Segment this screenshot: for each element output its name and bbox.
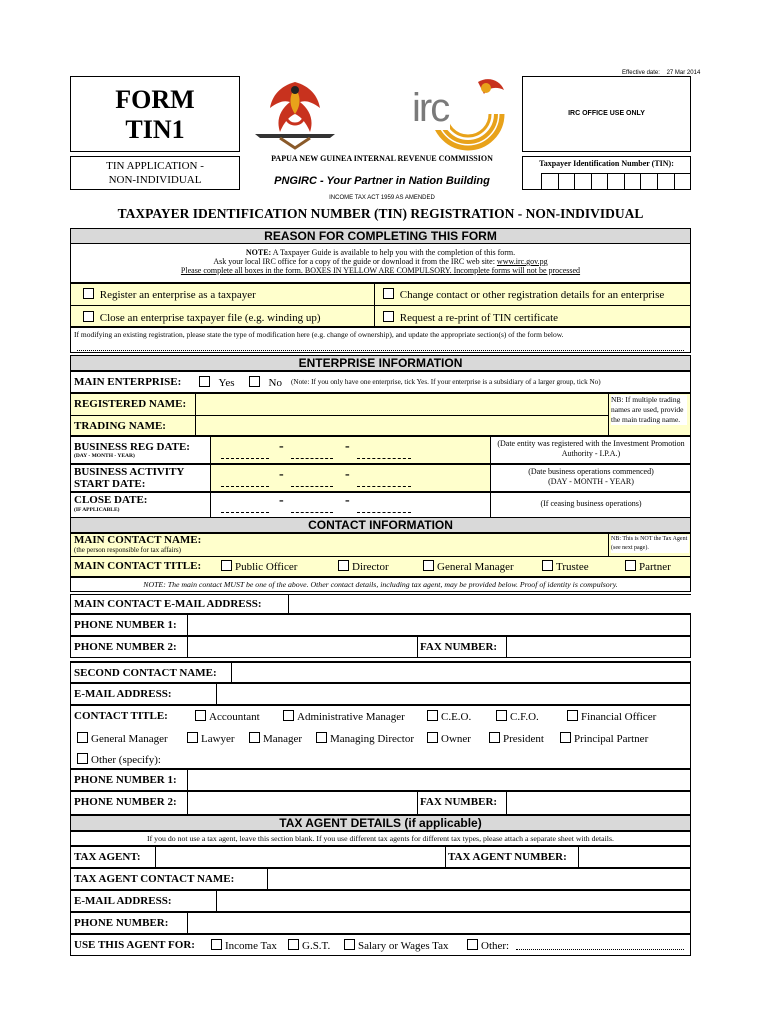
main-email-row: [70, 594, 691, 614]
trustee-checkbox[interactable]: [542, 560, 553, 571]
reason-header: REASON FOR COMPLETING THIS FORM: [70, 228, 691, 244]
close-date-sub: (IF APPLICABLE): [74, 507, 120, 513]
close-date-row: [70, 492, 691, 518]
fax2-label: FAX NUMBER:: [420, 796, 498, 808]
form-title-line2: TIN1: [125, 115, 185, 144]
main-email-label: MAIN CONTACT E-MAIL ADDRESS:: [74, 598, 262, 610]
trading-name-label: TRADING NAME:: [74, 420, 166, 432]
phone2-row: [70, 636, 691, 658]
title2-admin-manager[interactable]: Administrative Manager: [283, 710, 405, 723]
accountant-checkbox[interactable]: [195, 710, 206, 721]
enterprise-header: ENTERPRISE INFORMATION: [70, 355, 691, 371]
main-enterprise-note: (Note: If you only have one enterprise, tick Yes. If your enterprise is a subsidiary of a larger group, tick No): [291, 378, 601, 386]
main-title: TAXPAYER IDENTIFICATION NUMBER (TIN) REGISTRATION - NON-INDIVIDUAL: [117, 206, 644, 221]
main-contact-block: [70, 533, 691, 577]
png-emblem-icon: [250, 74, 340, 154]
lawyer-checkbox[interactable]: [187, 732, 198, 743]
main-contact-name-sub: (the person responsible for tax affairs): [74, 546, 181, 554]
reg-date-sub: (DAY - MONTH - YEAR): [74, 453, 135, 459]
org-name: PAPUA NEW GUINEA INTERNAL REVENUE COMMISSION: [271, 154, 493, 163]
act-reference: INCOME TAX ACT 1959 AS AMENDED: [329, 195, 435, 201]
registered-name-label: REGISTERED NAME:: [74, 398, 187, 410]
reason-change-option[interactable]: Change contact or other registration details for an enterprise: [383, 288, 664, 301]
reg-date-input[interactable]: - -: [211, 437, 490, 463]
agent-email-input[interactable]: [218, 891, 690, 911]
reprint-checkbox[interactable]: [383, 311, 394, 322]
reg-date-note: (Date entity was registered with the Investment Promotion Authority - I.P.A.): [497, 439, 685, 458]
title-trustee[interactable]: Trustee: [542, 560, 589, 573]
title2-managing-director[interactable]: Managing Director: [316, 732, 414, 745]
title2-principal-partner[interactable]: Principal Partner: [560, 732, 648, 745]
title-director[interactable]: Director: [338, 560, 389, 573]
agent-phone-row: [70, 912, 691, 934]
tagline: PNGIRC - Your Partner in Nation Building: [274, 175, 490, 187]
main-email-input[interactable]: [290, 595, 690, 613]
not-tax-agent-nb: NB: This is NOT the Tax Agent (see next page).: [611, 536, 688, 551]
title-public-officer[interactable]: Public Officer: [221, 560, 297, 573]
reason-reprint-option[interactable]: Request a re-print of TIN certificate: [383, 311, 558, 324]
title2-lawyer[interactable]: Lawyer: [187, 732, 235, 745]
title2-other[interactable]: Other (specify):: [77, 753, 161, 766]
principal-partner-checkbox[interactable]: [560, 732, 571, 743]
other-use-input[interactable]: [516, 949, 684, 950]
main-contact-title-label: MAIN CONTACT TITLE:: [74, 560, 202, 572]
fax-input[interactable]: [508, 637, 688, 657]
activity-date-label-2: START DATE:: [74, 478, 146, 490]
change-checkbox[interactable]: [383, 288, 394, 299]
phone2-input[interactable]: [189, 637, 415, 657]
agent-phone-input[interactable]: [189, 913, 689, 933]
title-general-manager[interactable]: General Manager: [423, 560, 514, 573]
agent-contact-input[interactable]: [269, 869, 689, 889]
phone2b-label: PHONE NUMBER 2:: [74, 796, 177, 808]
main-contact-name-label: MAIN CONTACT NAME:: [74, 534, 202, 546]
phone1b-row: [70, 769, 691, 791]
no-checkbox[interactable]: [249, 376, 260, 387]
main-enterprise-yes[interactable]: Yes: [199, 376, 235, 389]
other-use-checkbox[interactable]: [467, 939, 478, 950]
managing-director-checkbox[interactable]: [316, 732, 327, 743]
activity-date-input[interactable]: - -: [211, 465, 490, 491]
cfo-checkbox[interactable]: [496, 710, 507, 721]
title2-cfo[interactable]: C.F.O.: [496, 710, 539, 723]
second-contact-input[interactable]: [233, 663, 689, 683]
phone1b-label: PHONE NUMBER 1:: [74, 774, 177, 786]
president-checkbox[interactable]: [489, 732, 500, 743]
other-checkbox[interactable]: [77, 753, 88, 764]
fax2-input[interactable]: [508, 792, 688, 814]
phone2b-input[interactable]: [189, 792, 415, 814]
activity-date-note: (Date business operations commenced) (DAY - MONTH - YEAR): [528, 467, 654, 486]
use-income-tax[interactable]: Income Tax: [211, 939, 277, 952]
agent-header: TAX AGENT DETAILS (if applicable): [70, 815, 691, 831]
tax-agent-row: [70, 846, 691, 868]
manager-checkbox[interactable]: [249, 732, 260, 743]
close-date-label: CLOSE DATE:: [74, 494, 148, 506]
fax-label: FAX NUMBER:: [420, 641, 498, 653]
agent-email-row: [70, 890, 691, 912]
agent-contact-label: TAX AGENT CONTACT NAME:: [74, 873, 235, 885]
tax-agent-number-label: TAX AGENT NUMBER:: [448, 851, 567, 863]
title2-president[interactable]: President: [489, 732, 544, 745]
activity-date-label-1: BUSINESS ACTIVITY: [74, 466, 185, 478]
tin-label: Taxpayer Identification Number (TIN):: [539, 159, 674, 168]
general-manager-checkbox[interactable]: [423, 560, 434, 571]
activity-date-row: [70, 464, 691, 492]
phone1-input[interactable]: [189, 615, 689, 635]
contact-title-label: CONTACT TITLE:: [74, 710, 168, 722]
title2-ceo[interactable]: C.E.O.: [427, 710, 471, 723]
reg-date-row: [70, 436, 691, 464]
effective-date: Effective date: 27 Mar 2014: [622, 70, 701, 76]
phone2-label: PHONE NUMBER 2:: [74, 641, 177, 653]
contact-title-block: [70, 705, 691, 769]
close-date-note: (If ceasing business operations): [540, 499, 642, 508]
reg-date-label: BUSINESS REG DATE:: [74, 441, 190, 453]
main-contact-name-input[interactable]: [211, 535, 607, 555]
phone1-label: PHONE NUMBER 1:: [74, 619, 177, 631]
yes-checkbox[interactable]: [199, 376, 210, 387]
ceo-checkbox[interactable]: [427, 710, 438, 721]
second-contact-row: [70, 661, 691, 683]
title2-manager[interactable]: Manager: [249, 732, 302, 745]
owner-checkbox[interactable]: [427, 732, 438, 743]
contact-header: CONTACT INFORMATION: [70, 517, 691, 533]
main-contact-note: NOTE: The main contact MUST be one of the above. Other contact details, including tax agent, may be provided below. Proof of identity is compulsory.: [70, 577, 691, 592]
agent-use-row: [70, 934, 691, 956]
irc-logo-text: irc: [412, 86, 449, 130]
admin-manager-checkbox[interactable]: [283, 710, 294, 721]
phone1b-input[interactable]: [189, 770, 689, 790]
title2-financial-officer[interactable]: Financial Officer: [567, 710, 656, 723]
gst-checkbox[interactable]: [288, 939, 299, 950]
tin-box: [522, 156, 691, 190]
director-checkbox[interactable]: [338, 560, 349, 571]
close-checkbox[interactable]: [83, 311, 94, 322]
trading-name-nb: NB: If multiple trading names are used, provide the main trading name.: [611, 395, 687, 425]
title2-owner[interactable]: Owner: [427, 732, 471, 745]
register-checkbox[interactable]: [83, 288, 94, 299]
reason-close-option[interactable]: Close an enterprise taxpayer file (e.g. winding up): [83, 311, 321, 324]
second-contact-label: SECOND CONTACT NAME:: [74, 667, 217, 679]
registered-name-input[interactable]: [197, 395, 607, 414]
tax-agent-input[interactable]: [157, 847, 443, 867]
tax-agent-number-input[interactable]: [580, 847, 690, 867]
reason-register-option[interactable]: Register an enterprise as a taxpayer: [83, 288, 256, 301]
irc-logo-icon: [408, 72, 520, 156]
modification-input[interactable]: [77, 350, 684, 351]
form-title-box: [70, 76, 240, 152]
partner-checkbox[interactable]: [625, 560, 636, 571]
irc-office-use-label: IRC OFFICE USE ONLY: [568, 110, 645, 117]
modification-note: If modifying an existing registration, please state the type of modification here (e.g. change of ownership), and update the appropriate section(s) of the form below.: [74, 330, 564, 339]
title2-accountant[interactable]: Accountant: [195, 710, 260, 723]
main-enterprise-row: [70, 371, 691, 393]
title-partner[interactable]: Partner: [625, 560, 671, 573]
income-tax-checkbox[interactable]: [211, 939, 222, 950]
title2-general-manager[interactable]: General Manager: [77, 732, 168, 745]
email2-input[interactable]: [218, 684, 690, 704]
agent-contact-row: [70, 868, 691, 890]
use-other[interactable]: Other:: [467, 939, 509, 952]
agent-phone-label: PHONE NUMBER:: [74, 917, 169, 929]
use-salary-wages[interactable]: Salary or Wages Tax: [344, 939, 449, 952]
phone2b-row: [70, 791, 691, 815]
names-block: [70, 393, 691, 436]
tin-digit-boxes[interactable]: [541, 173, 691, 190]
general-manager2-checkbox[interactable]: [77, 732, 88, 743]
close-date-input[interactable]: - -: [211, 493, 490, 517]
email2-row: [70, 683, 691, 705]
agent-email-label: E-MAIL ADDRESS:: [74, 895, 172, 907]
main-enterprise-label: MAIN ENTERPRISE:: [74, 376, 182, 388]
agent-use-label: USE THIS AGENT FOR:: [74, 939, 195, 951]
form-title-line1: FORM: [115, 85, 195, 114]
agent-note: If you do not use a tax agent, leave this section blank. If you use different tax agents for different tax types, please attach a separate sheet with details.: [70, 831, 691, 846]
financial-officer-checkbox[interactable]: [567, 710, 578, 721]
phone1-row: [70, 614, 691, 636]
email2-label: E-MAIL ADDRESS:: [74, 688, 172, 700]
irc-office-use-box: [522, 76, 691, 152]
reason-note: NOTE: A Taxpayer Guide is available to help you with the completion of this form. Ask your local IRC office for a copy of the guide or download it from the IRC web site: www.irc.gov.pg Please complete all boxes in the form. BOXES IN YELLOW ARE COMPULSORY. Incomplete forms will not be processed: [70, 243, 691, 283]
main-enterprise-no[interactable]: No: [249, 376, 282, 389]
tax-agent-label: TAX AGENT:: [74, 851, 141, 863]
public-officer-checkbox[interactable]: [221, 560, 232, 571]
form-subtitle: TIN APPLICATION - NON-INDIVIDUAL: [70, 156, 240, 190]
reason-options: [70, 283, 691, 327]
trading-name-input[interactable]: [197, 417, 607, 435]
salary-wages-checkbox[interactable]: [344, 939, 355, 950]
use-gst[interactable]: G.S.T.: [288, 939, 330, 952]
modification-row: [70, 327, 691, 353]
